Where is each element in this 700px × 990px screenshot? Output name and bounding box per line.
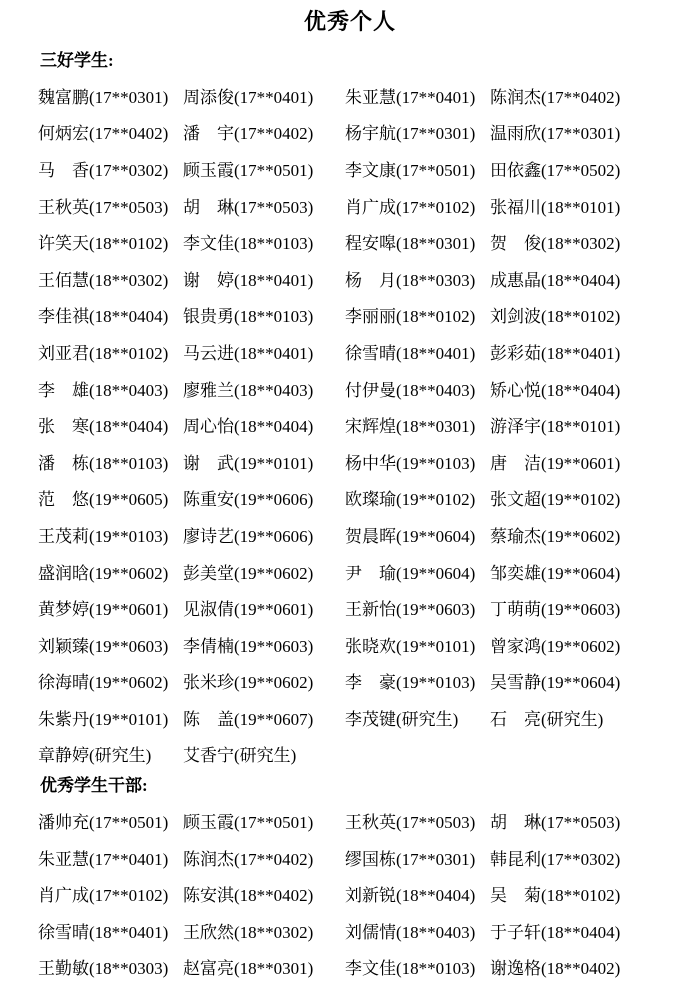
- student-entry: 马 香(17**0302): [38, 160, 169, 180]
- table-row: [0, 187, 700, 224]
- section-student-cadres: [0, 775, 700, 985]
- student-entry: 谢 婷(18**0401): [183, 270, 314, 290]
- student-entry: 成惠晶(18**0404): [490, 270, 621, 290]
- table-row: [0, 443, 700, 480]
- student-entry: 曾家鸿(19**0602): [490, 636, 621, 656]
- student-entry: 章静婷(研究生): [38, 746, 152, 766]
- student-entry: 石 亮(研究生): [490, 709, 604, 729]
- table-row: [0, 370, 700, 407]
- student-entry: 于子轩(18**0404): [490, 922, 621, 942]
- student-entry: 李佳祺(18**0404): [38, 307, 169, 327]
- student-entry: 艾香宁(研究生): [183, 746, 297, 766]
- student-entry: 李文佳(18**0103): [183, 234, 314, 254]
- student-entry: 廖雅兰(18**0403): [183, 380, 314, 400]
- student-entry: 矫心悦(18**0404): [490, 380, 621, 400]
- student-entry: 陈润杰(17**0402): [490, 87, 621, 107]
- table-row: [0, 802, 700, 839]
- student-entry: 刘颖臻(19**0603): [38, 636, 169, 656]
- student-entry: 赵富亮(18**0301): [183, 959, 314, 979]
- student-entry: 王勤敏(18**0303): [38, 959, 169, 979]
- table-row: [0, 406, 700, 443]
- table-row: [0, 260, 700, 297]
- student-entry: 尹 瑜(19**0604): [345, 563, 476, 583]
- student-entry: 吴 菊(18**0102): [490, 886, 621, 906]
- student-entry: 吴雪静(19**0604): [490, 673, 621, 693]
- student-entry: 贺 俊(18**0302): [490, 234, 621, 254]
- student-entry: 李文康(17**0501): [345, 160, 476, 180]
- student-entry: 潘 宇(17**0402): [183, 124, 314, 144]
- table-row: [0, 77, 700, 114]
- student-entry: 刘儒情(18**0403): [345, 922, 476, 942]
- student-entry: 游泽宇(18**0101): [490, 417, 621, 437]
- student-entry: 盛润晗(19**0602): [38, 563, 169, 583]
- student-entry: 温雨欣(17**0301): [490, 124, 621, 144]
- table-row: [0, 297, 700, 334]
- student-entry: 缪国栋(17**0301): [345, 849, 476, 869]
- student-entry: 王秋英(17**0503): [345, 813, 476, 833]
- student-entry: 刘亚君(18**0102): [38, 343, 169, 363]
- student-entry: 徐雪晴(18**0401): [345, 343, 476, 363]
- student-entry: 肖广成(17**0102): [345, 197, 476, 217]
- student-entry: 李倩楠(19**0603): [183, 636, 314, 656]
- student-entry: 廖诗艺(19**0606): [183, 526, 314, 546]
- student-list-cadres: [0, 802, 700, 985]
- student-entry: 徐雪晴(18**0401): [38, 922, 169, 942]
- student-entry: 王佰慧(18**0302): [38, 270, 169, 290]
- student-entry: 韩昆利(17**0302): [490, 849, 621, 869]
- student-entry: 见淑倩(19**0601): [183, 600, 314, 620]
- student-entry: 杨 月(18**0303): [345, 270, 476, 290]
- student-entry: 潘帅充(17**0501): [38, 813, 169, 833]
- student-entry: 陈 盖(19**0607): [183, 709, 314, 729]
- table-row: [0, 736, 700, 773]
- student-entry: 王秋英(17**0503): [38, 197, 169, 217]
- student-entry: 付伊曼(18**0403): [345, 380, 476, 400]
- student-entry: 陈重安(19**0606): [183, 490, 314, 510]
- student-entry: 李丽丽(18**0102): [345, 307, 476, 327]
- section-heading-sanhao: 三好学生:: [40, 51, 114, 70]
- table-row: [0, 516, 700, 553]
- table-row: [0, 223, 700, 260]
- student-entry: 李 豪(19**0103): [345, 673, 476, 693]
- table-row: [0, 553, 700, 590]
- student-entry: 胡 琳(17**0503): [183, 197, 314, 217]
- table-row: [0, 875, 700, 912]
- page-title: 优秀个人: [303, 9, 396, 34]
- student-entry: 陈润杰(17**0402): [183, 849, 314, 869]
- student-entry: 周添俊(17**0401): [183, 87, 314, 107]
- table-row: [0, 839, 700, 876]
- student-entry: 谢逸格(18**0402): [490, 959, 621, 979]
- table-row: [0, 699, 700, 736]
- student-entry: 田依鑫(17**0502): [490, 160, 621, 180]
- student-entry: 彭彩茹(18**0401): [490, 343, 621, 363]
- student-entry: 魏富鹏(17**0301): [38, 87, 169, 107]
- student-entry: 张福川(18**0101): [490, 197, 621, 217]
- table-row: [0, 912, 700, 949]
- student-entry: 刘新锐(18**0404): [345, 886, 476, 906]
- student-entry: 彭美堂(19**0602): [183, 563, 314, 583]
- student-entry: 潘 栋(18**0103): [38, 453, 169, 473]
- student-entry: 李文佳(18**0103): [345, 959, 476, 979]
- student-entry: 邹奕雄(19**0604): [490, 563, 621, 583]
- table-row: [0, 626, 700, 663]
- student-entry: 朱亚慧(17**0401): [345, 87, 476, 107]
- student-entry: 胡 琳(17**0503): [490, 813, 621, 833]
- student-entry: 陈安淇(18**0402): [183, 886, 314, 906]
- student-entry: 唐 洁(19**0601): [490, 453, 621, 473]
- student-entry: 王欣然(18**0302): [183, 922, 314, 942]
- section-heading-cadres: 优秀学生干部:: [40, 776, 148, 796]
- student-entry: 张米珍(19**0602): [183, 673, 314, 693]
- student-entry: 丁萌萌(19**0603): [490, 600, 621, 620]
- section-sanhao-students: [0, 50, 700, 772]
- student-entry: 徐海晴(19**0602): [38, 673, 169, 693]
- student-entry: 肖广成(17**0102): [38, 886, 169, 906]
- student-entry: 张 寒(18**0404): [38, 417, 169, 437]
- table-row: [0, 480, 700, 517]
- table-row: [0, 949, 700, 986]
- student-entry: 许笑天(18**0102): [38, 234, 169, 254]
- table-row: [0, 150, 700, 187]
- student-entry: 周心怡(18**0404): [183, 417, 314, 437]
- student-entry: 李 雄(18**0403): [38, 380, 169, 400]
- student-entry: 王新怡(19**0603): [345, 600, 476, 620]
- student-entry: 李茂键(研究生): [345, 709, 459, 729]
- student-entry: 张晓欢(19**0101): [345, 636, 476, 656]
- student-entry: 蔡瑜杰(19**0602): [490, 526, 621, 546]
- student-entry: 何炳宏(17**0402): [38, 124, 169, 144]
- student-entry: 欧璨瑜(19**0102): [345, 490, 476, 510]
- student-entry: 程安嗥(18**0301): [345, 234, 476, 254]
- student-entry: 王茂莉(19**0103): [38, 526, 169, 546]
- table-row: [0, 333, 700, 370]
- table-row: [0, 114, 700, 151]
- student-entry: 范 悠(19**0605): [38, 490, 169, 510]
- student-entry: 杨中华(19**0103): [345, 453, 476, 473]
- student-entry: 朱紫丹(19**0101): [38, 709, 169, 729]
- student-entry: 张文超(19**0102): [490, 490, 621, 510]
- student-entry: 银贵勇(18**0103): [183, 307, 314, 327]
- student-entry: 杨宇航(17**0301): [345, 124, 476, 144]
- student-entry: 宋辉煌(18**0301): [345, 417, 476, 437]
- student-entry: 黄梦婷(19**0601): [38, 600, 169, 620]
- table-row: [0, 589, 700, 626]
- table-row: [0, 663, 700, 700]
- student-entry: 顾玉霞(17**0501): [183, 160, 314, 180]
- student-list-sanhao: [0, 77, 700, 772]
- student-entry: 谢 武(19**0101): [183, 453, 314, 473]
- student-entry: 马云进(18**0401): [183, 343, 314, 363]
- student-entry: 朱亚慧(17**0401): [38, 849, 169, 869]
- student-entry: 刘剑波(18**0102): [490, 307, 621, 327]
- student-entry: 贺晨晖(19**0604): [345, 526, 476, 546]
- student-entry: 顾玉霞(17**0501): [183, 813, 314, 833]
